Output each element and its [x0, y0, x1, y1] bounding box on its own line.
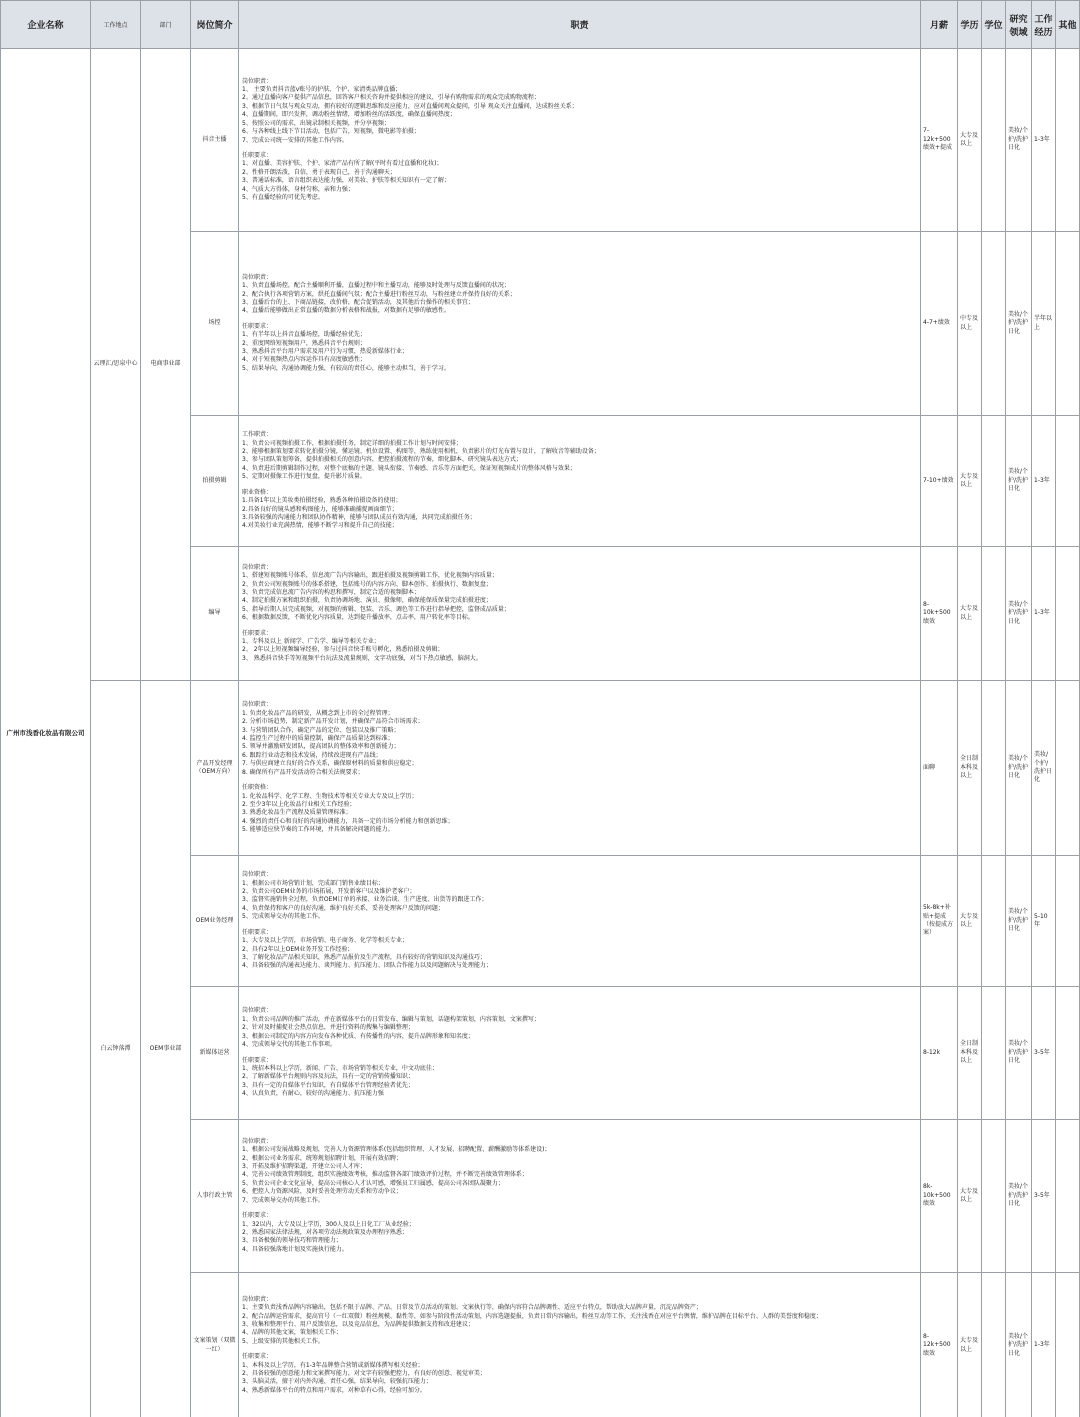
job-description [239, 547, 921, 681]
research-field: 美妆/个护/洗护日化 [1006, 987, 1032, 1120]
work-experience: 美妆/个护/洗护日化 [1032, 681, 1056, 856]
research-field: 美妆/个护/洗护日化 [1006, 1120, 1032, 1273]
duty-line: 1、主要负责浅香品牌内容输出，包括不限于品牌、产品、日常及节点活动的策划、文案执行等，确保内容符合品牌调性、适应平台特点，帮助放大品牌声量，沉淀品牌资产； [242, 1304, 702, 1312]
position-title: 产品开发经理（OEM方向） [191, 681, 239, 856]
header-company: 企业名称 [1, 1, 91, 49]
requirement-line: 2. 至少3年以上化妆品行业相关工作经验； [242, 800, 356, 808]
department: OEM事业部 [141, 681, 191, 1417]
education: 大专及以上 [958, 416, 982, 547]
degree [982, 1120, 1006, 1273]
salary: 7-12k+500绩效+提成 [921, 49, 958, 232]
education: 大专及以上 [958, 856, 982, 987]
requirements-heading: 任职要求： [242, 1212, 273, 1220]
work-experience: 半年以上 [1032, 232, 1056, 416]
requirement-line: 2、具有2年以上OEM业务开发工作经验； [242, 945, 354, 953]
job-description [239, 416, 921, 547]
job-description [239, 1120, 921, 1273]
position-title: 人事行政主管 [191, 1120, 239, 1273]
position-title: 文案策划（双微一红） [191, 1273, 239, 1417]
duty-line: 4. 监控生产过程中的质量控制，确保产品质量达到标准； [242, 735, 394, 743]
work-experience: 1-3年 [1032, 1273, 1056, 1417]
degree [982, 681, 1006, 856]
work-experience: 1-3年 [1032, 416, 1056, 547]
work-experience: 5-10年 [1032, 856, 1056, 987]
requirements-heading: 任职资格： [242, 784, 273, 792]
duty-line: 3、负责完成信息流广告内容的构思和撰写，制定合适的视频脚本； [242, 588, 420, 596]
duty-line: 3、根据节日气氛与观众互动，拥有较好的逻辑思维和反应能力，应对直播间观众提问，引导 观众关注直播间，达成粉丝关系； [242, 102, 578, 110]
education: 大专及以上 [958, 1273, 982, 1417]
duty-line: 1、根据公司市场营销计划，完成部门销售业绩目标； [242, 879, 384, 887]
duty-line: 3. 与营销团队合作，确定产品的定位、包装以及推广策略； [242, 726, 400, 734]
duty-line: 2. 分析市场趋势，制定新产品开发计划，并确保产品符合市场需求； [242, 718, 424, 726]
degree [982, 416, 1006, 547]
duties-heading: 岗位职责： [242, 77, 273, 85]
requirement-line: 1、对直播、美容护肤、个护、家清产品有所了解(平时有看过直播和化妆)； [242, 160, 443, 168]
header-degree: 学位 [982, 1, 1006, 49]
requirement-line: 3、具备极强的领导技巧和管理能力； [242, 1237, 342, 1245]
job-description [239, 856, 921, 987]
requirement-line: 4、认真负责，有耐心，较好的沟通能力、抗压能力强 [242, 1090, 384, 1098]
duty-line: 6. 跟踪行业动态和技术发展，持续改进现有产品线； [242, 751, 382, 759]
requirement-line: 2、具备较强的创意能力和文案撰写能力，对文字有较强把控力，有良好的创意、视觉审美； [242, 1370, 486, 1378]
requirements-heading: 任职要求： [242, 151, 273, 159]
requirement-line: 5、结果导向，沟通协调能力强，有较高的责任心，能够主动担当，善于学习。 [242, 364, 450, 372]
research-field: 美妆/个护/洗护日化 [1006, 49, 1032, 232]
requirement-line: 3、普通话标准，语言组织表达能力强，对美妆、护肤等相关知识有一定了解； [242, 177, 450, 185]
requirements-heading: 任职要求： [242, 1056, 273, 1064]
header-experience: 工作经历 [1032, 1, 1056, 49]
work-experience: 3-5年 [1032, 987, 1056, 1120]
duties-heading: 岗位职责： [242, 871, 273, 879]
header-row [1, 1, 1080, 49]
requirement-line: 1、本科及以上学历，有1-3年品牌整合营销或新媒体撰写相关经验； [242, 1361, 424, 1369]
requirement-line: 1. 化妆品科学、化学工程、生物技术等相关专业大专及以上学历； [242, 792, 418, 800]
duty-line: 3、收集和整理平台、用户反馈信息，以及竞品信息，为品牌提供数据支持和改进建议； [242, 1320, 474, 1328]
duty-line: 2、根据公司业务需求，统筹规划招聘计划，开展有效招聘； [242, 1154, 402, 1162]
duties-heading: 岗位职责： [242, 701, 273, 709]
requirement-line: 4、具备较强的沟通表达能力、谈判能力、抗压能力、团队合作能力以及问题解决与处理能力； [242, 962, 492, 970]
requirement-line: 2、熟悉国家法律法规，对各项劳动法规政策及办理程序熟悉； [242, 1228, 408, 1236]
section-gap [242, 922, 917, 929]
section-gap [242, 1050, 917, 1057]
duties-heading: 工作职责： [242, 431, 273, 439]
duty-line: 6、与各种线上线下节目活动，包括广告，短视频，微电影等拍摄； [242, 128, 420, 136]
requirements-heading: 职业资格： [242, 488, 273, 496]
header-location: 工作地点 [91, 1, 141, 49]
job-description [239, 49, 921, 232]
duty-line: 5、完成领导交办的其他工作。 [242, 913, 324, 921]
position-title: 场控 [191, 232, 239, 416]
education: 全日制本科及以上 [958, 987, 982, 1120]
duty-line: 2、能够根据策划要求转化拍摄分镜，懂运镜、机位设置、构图等，熟练使用相机，负责影片的灯光布置与设计，了解收音等辅助设备； [242, 448, 600, 456]
requirements-heading: 任职要求： [242, 1353, 273, 1361]
section-gap [242, 316, 917, 323]
duty-line: 8. 确保所有产品开发活动符合相关法规要求； [242, 768, 364, 776]
duty-line: 5、按照公司的需求，出镜录制相关视频，并分享视频； [242, 119, 390, 127]
duty-line: 5、定期对摄像工作进行复盘，提升影片质量。 [242, 473, 366, 481]
education: 全日制本科及以上 [958, 681, 982, 856]
section-gap [242, 482, 917, 489]
duty-line: 2、负责公司短视频账号的体系搭建，包括账号的内容方向、脚本创作、拍摄执行、数据复盘； [242, 580, 492, 588]
duty-line: 3、参与团队策划筹备，提供拍摄相关的创意内容，把控拍摄流程的节奏，细化脚本、研究镜头表达方式； [242, 456, 522, 464]
salary: 4-7+绩效 [921, 232, 958, 416]
duty-line: 2、针对及时捕捉社会热点信息，并进行资料的搜集与编辑整理； [242, 1024, 414, 1032]
requirement-line: 3. 熟悉化妆品生产流程及质量管理标准； [242, 809, 352, 817]
salary: 5k-8k+补贴+提成（按提成方案） [921, 856, 958, 987]
degree [982, 1273, 1006, 1417]
salary: 8-12k [921, 987, 958, 1120]
header-department: 部门 [141, 1, 191, 49]
degree [982, 49, 1006, 232]
research-field: 美妆/个护/洗护日化 [1006, 547, 1032, 681]
job-row [1, 49, 1080, 232]
salary: 面聊 [921, 681, 958, 856]
duty-line: 4、完善公司绩效管理制度，组织实施绩效考核，推动监督各部门绩效评价过程，并不断完善绩效管理体系； [242, 1171, 528, 1179]
requirement-line: 1、大专及以上学历，市场营销、电子商务、化学等相关专业； [242, 937, 408, 945]
department: 电商事业部 [141, 49, 191, 681]
duty-line: 1. 负责化妆品产品的研发，从概念到上市的全过程管理； [242, 709, 394, 717]
section-gap [242, 777, 917, 784]
requirement-line: 1、专科及以上 新闻学、广告学、编导等相关专业； [242, 638, 380, 646]
header-other: 其他 [1056, 1, 1080, 49]
duty-line: 4、直播后能够做出正常直播的数据分析表格和战报，对数据有足够的敏感性。 [242, 307, 450, 315]
other [1056, 1273, 1080, 1417]
requirement-line: 4、气质大方得体，身材匀称，亲和力强； [242, 185, 354, 193]
header-position: 岗位简介 [191, 1, 239, 49]
requirement-line: 3、了解化妆品产品相关知识，熟悉产品报价及生产流程，具有较好的营销知识及沟通技巧； [242, 953, 486, 961]
education: 大专及以上 [958, 1120, 982, 1273]
duty-line: 5. 领导并激励研发团队，提高团队的整体效率和创新能力； [242, 743, 400, 751]
position-title: 新媒体运营 [191, 987, 239, 1120]
research-field: 美妆/个护/洗护日化 [1006, 1273, 1032, 1417]
requirement-line: 2、 2年以上短视频编导经验，参与过抖音快手账号孵化，熟悉拍摄及剪辑； [242, 646, 444, 654]
other [1056, 49, 1080, 232]
duty-line: 4、负责进后期剪辑制作过程，对整个底稿的主题、镜头衔接、节奏感、音乐等方面把关，保证短视频成片的整体风格与效果； [242, 464, 576, 472]
other [1056, 856, 1080, 987]
duty-line: 2、配合品牌运营需求，提高官号（一红双微）粉丝规模、黏性等，如参与阶段性活动策划，内容选题提报，负责日常内容输出，粉丝互动等工作，关注浅香在对应平台舆情，维护品牌在目标平台、人群的美誉度和稳度； [242, 1312, 822, 1320]
job-description [239, 987, 921, 1120]
duty-line: 6、根据数据反馈，不断优化内容质量，达到提升播放率，点击率，用户转化率等目标。 [242, 614, 474, 622]
degree [982, 232, 1006, 416]
requirement-line: 3、 熟悉抖音快手等短视频平台玩法及流量规则，文字功底强，对当下热点敏感，脑洞大。 [242, 654, 482, 662]
position-title: OEM业务经理 [191, 856, 239, 987]
duty-line: 4、制定拍摄方案和组织拍摄，负责协调场地、演员、摄像师，确保能保质保量完成拍摄进度； [242, 597, 492, 605]
duty-line: 3、开拓及维护招聘渠道，开建立公司人才库； [242, 1163, 366, 1171]
requirement-line: 1、有半年以上抖音直播场控，助播经验优先； [242, 331, 366, 339]
duty-line: 2、通过直播向客户提供产品信息，回答客户相关咨询并提供相应的建议，引导有购物需求的观众完成购物流程； [242, 94, 540, 102]
duty-line: 3、根据公司制定的内容方向发布各种优质、有传播性的内容，提升品牌形象和知名度； [242, 1032, 474, 1040]
duty-line: 2、负责公司OEM业务的市场拓展，开发新客户以及维护老客户； [242, 888, 416, 896]
job-body [1, 49, 1080, 1417]
duty-line: 1、搭建短视频账号体系，信息流广告内容输出，跟进拍摄及视频剪辑工作，优化视频内容质量； [242, 572, 498, 580]
duty-line: 7、完成领导交办的其他工作。 [242, 1196, 324, 1204]
other [1056, 547, 1080, 681]
requirement-line: 3、具有一定的自媒体平台知识，有自媒体平台管理经验者优先； [242, 1081, 414, 1089]
duty-line: 5、上级安排的其他相关工作。 [242, 1337, 324, 1345]
duty-line: 4、完成领导交代的其他工作事项。 [242, 1041, 336, 1049]
requirement-line: 4.对美妆行业充满热情，能够不断学习和提升自己的技能； [242, 522, 398, 530]
duty-line: 2、配合执行各项营销方案，烘托直播间气氛；配合主播进行粉丝互动，与粉丝建立并保持良好的关系； [242, 290, 516, 298]
requirement-line: 5、有直播经验的可优先考虑。 [242, 193, 324, 201]
duties-heading: 岗位职责： [242, 1137, 273, 1145]
work-location: 云理汇/思泉中心 [91, 49, 141, 681]
duty-line: 3、直播后台的上、下商品链接，改价格，配合促销活动，及其他后台操作的相关事宜； [242, 298, 474, 306]
duties-heading: 岗位职责： [242, 1295, 273, 1303]
job-description [239, 1273, 921, 1417]
requirement-line: 1.具备1年以上美妆类拍摄经验，熟悉各种拍摄设备的使用； [242, 497, 402, 505]
requirement-line: 4. 强烈的责任心和良好的沟通协调能力，具备一定的市场分析能力和创新思维； [242, 817, 454, 825]
work-experience: 1-3年 [1032, 49, 1056, 232]
duty-line: 1、负责公司品牌的推广活动，并在新媒体平台的日常发布、编辑与策划，话题构架策划，内容策划，文案撰写； [242, 1015, 540, 1023]
other [1056, 416, 1080, 547]
section-gap [242, 1346, 917, 1353]
duty-line: 1、 主要负责抖音蓝v账号的护肤、个护、家清类品牌直播； [242, 86, 402, 94]
requirement-line: 2、了解新媒体平台规则内容及玩法，具有一定的营销传播知识； [242, 1073, 414, 1081]
work-experience: 3-5年 [1032, 1120, 1056, 1273]
requirement-line: 1、32以内，大专及以上学历，300人及以上日化工厂从业经验； [242, 1220, 415, 1228]
other [1056, 1120, 1080, 1273]
work-experience: 1-3年 [1032, 547, 1056, 681]
degree [982, 987, 1006, 1120]
salary: 7-10+绩效 [921, 416, 958, 547]
duties-heading: 岗位职责： [242, 1007, 273, 1015]
requirement-line: 2、重度网络短视频用户，熟悉抖音平台规则； [242, 339, 366, 347]
education: 大专及以上 [958, 547, 982, 681]
salary: 8-12k+500绩效 [921, 1273, 958, 1417]
duty-line: 5、指导后期人员完成视频，对视频的剪辑、包装、音乐、调色等工作进行指导把控，监督成品质量； [242, 605, 510, 613]
header-field: 研究领域 [1006, 1, 1032, 49]
requirements-heading: 任职要求： [242, 928, 273, 936]
duty-line: 7. 与供应商建立良好的合作关系，确保原材料的质量和供应稳定； [242, 760, 418, 768]
other [1056, 681, 1080, 856]
section-gap [242, 623, 917, 630]
research-field: 美妆/个护/洗护日化 [1006, 856, 1032, 987]
requirement-line: 4、对于短视频热点内容运作具有高度敏感性； [242, 356, 366, 364]
section-gap [242, 145, 917, 152]
other [1056, 232, 1080, 416]
position-title: 抖音主播 [191, 49, 239, 232]
job-description [239, 681, 921, 856]
degree [982, 547, 1006, 681]
research-field: 美妆/个护/洗护日化 [1006, 232, 1032, 416]
education: 大专及以上 [958, 49, 982, 232]
duty-line: 1、负责直播场控，配合主播顺利开播，直播过程中和主播互动，能够及时处理与反馈直播间的状况； [242, 282, 510, 290]
requirement-line: 3、熟悉抖音平台用户需求及用户行为习惯，热爱新媒体行业； [242, 348, 408, 356]
job-row [1, 681, 1080, 856]
duties-heading: 岗位职责： [242, 273, 273, 281]
salary: 8k-10k+500绩效 [921, 1120, 958, 1273]
duty-line: 1、根据公司发展战略及规划，完善人力资源管理体系(包括组织管理、人才发展、招聘配置、薪酬激励等体系建设)； [242, 1146, 551, 1154]
requirements-heading: 任职要求： [242, 322, 273, 330]
duty-line: 1、负责公司视频拍摄工作，根据拍摄任务，制定详细的拍摄工作计划与时间安排； [242, 439, 462, 447]
requirement-line: 3、头脑灵活，擅于对内外沟通，责任心强，结果导向，较强抗压能力； [242, 1378, 432, 1386]
duty-line: 7、完成公司统一安排的其他工作内容。 [242, 136, 348, 144]
requirement-line: 1、统招本科以上学历，新闻、广告、市场营销等相关专业，中文功底佳； [242, 1064, 438, 1072]
header-education: 学历 [958, 1, 982, 49]
company-name: 广州市浅香化妆品有限公司 [1, 49, 91, 1417]
section-gap [242, 1205, 917, 1212]
position-title: 编导 [191, 547, 239, 681]
duty-line: 4、直播期间，即兴发挥，调动粉丝情绪，增加粉丝的活跃度，确保直播间热度； [242, 111, 456, 119]
header-salary: 月薪 [921, 1, 958, 49]
requirement-line: 4、熟悉新媒体平台的特点和用户需求，对种草有心得，经验可加分。 [242, 1386, 426, 1394]
header-duties: 职责 [239, 1, 921, 49]
requirement-line: 4、具备较强落地计划及实施执行能力。 [242, 1245, 348, 1253]
duties-heading: 岗位职责： [242, 563, 273, 571]
job-description [239, 232, 921, 416]
requirement-line: 2.具备良好的镜头感和构图能力，能够准确捕捉画面细节； [242, 505, 398, 513]
requirement-line: 5. 能够适应快节奏的工作环境，并具备解决问题的能力。 [242, 826, 394, 834]
position-title: 拍摄剪辑 [191, 416, 239, 547]
duty-line: 4、负责保持和客户的良好沟通，维护良好关系，妥善处理客户反馈的问题； [242, 904, 444, 912]
salary: 8-10k+500绩效 [921, 547, 958, 681]
work-location: 白云钟落潭 [91, 681, 141, 1417]
requirement-line: 2、性格开朗活泼，自信，勇于表现自己，善于沟通聊天； [242, 168, 396, 176]
duty-line: 6、把控人力资源风险，及时妥善处理劳动关系和劳动争议； [242, 1188, 402, 1196]
research-field: 美妆/个护/洗护日化 [1006, 416, 1032, 547]
requirement-line: 3.具备较强的沟通能力和团队协作精神，能够与团队成员有效沟通，共同完成拍摄任务； [242, 513, 476, 521]
education: 中专及以上 [958, 232, 982, 416]
requirements-heading: 任职要求： [242, 629, 273, 637]
other [1056, 987, 1080, 1120]
duty-line: 4、品牌的其他文案，策划相关工作； [242, 1329, 342, 1337]
degree [982, 856, 1006, 987]
duty-line: 5、负责公司企业文化宣导，提高公司核心人才认可感，增强员工归属感，提高公司各团队凝聚力； [242, 1179, 504, 1187]
duty-line: 3、监督实施销售全过程，负责OEM订单的承接、业务洽谈、生产进度、出货等的跟进工作； [242, 896, 488, 904]
research-field: 美妆/个护/洗护日化 [1006, 681, 1032, 856]
